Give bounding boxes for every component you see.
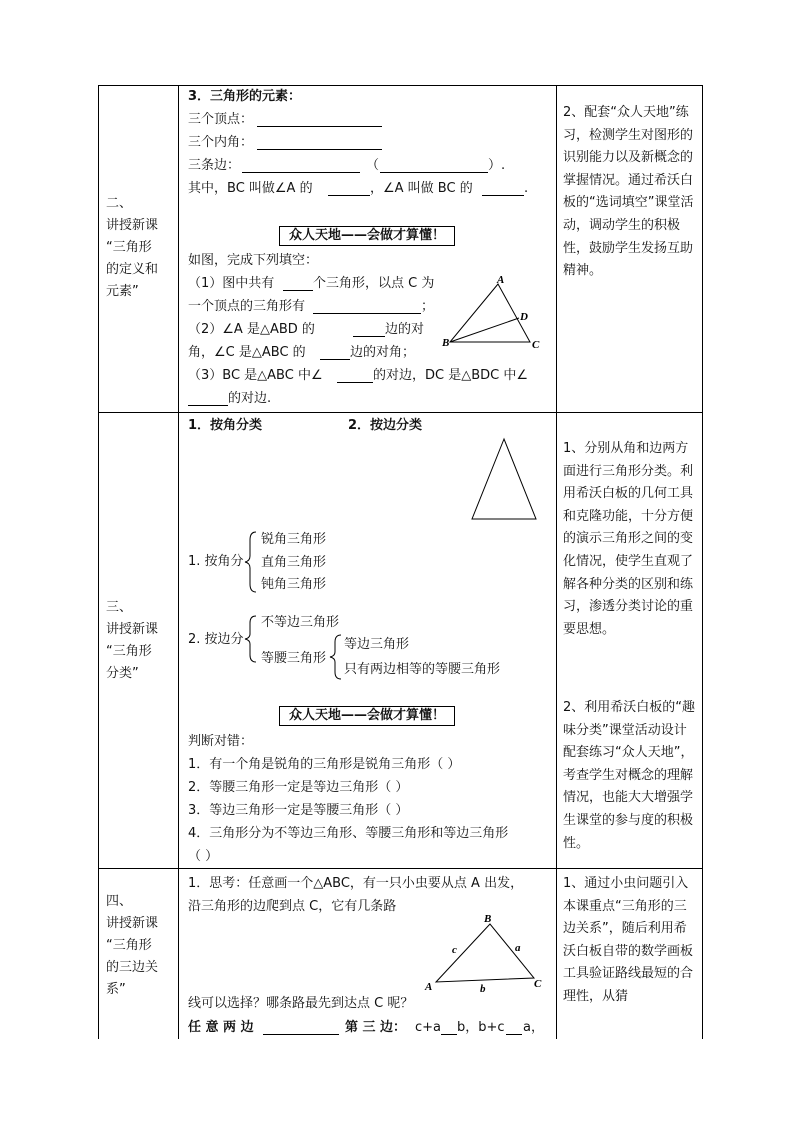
question2-blank1: [353, 336, 385, 337]
question1-part1: （1）图中共有: [188, 276, 275, 291]
teaching-notes-definition: 2、配套“众人天地”练习，检测学生对图形的识别能力以及新概念的掌握情况。通过希沃白板的“选词填空”课堂活动，调动学生的积极性，鼓励学生发扬互助精神。: [563, 105, 694, 279]
angle-brace: [244, 530, 258, 594]
bc-relation-blank1: [328, 195, 370, 196]
figure2-label-b: B: [484, 913, 492, 925]
classify-by-angle-heading: 1．按角分类: [188, 418, 263, 433]
question1-semicolon: ；: [421, 299, 435, 314]
question3-part2: 的对边，DC 是△BDC 中∠: [373, 368, 529, 383]
exercise-box-title-2: 众人天地——会做才算懂！: [279, 706, 455, 726]
table-border-left: [98, 85, 99, 1039]
triangle-abc-figure: [422, 910, 552, 994]
triangle-abd-figure: [440, 272, 550, 352]
figure1-label-a: A: [497, 274, 505, 286]
obtuse-triangle-item: 钝角三角形: [261, 577, 327, 592]
question3-part1: （3）BC 是△ABC 中∠: [188, 368, 323, 383]
row-divider-2: [98, 868, 703, 869]
think-question-line3: 线可以选择？哪条路最先到达点 C 呢？: [188, 996, 414, 1011]
any-two-sides-label: 任 意 两 边: [188, 1020, 254, 1035]
acute-triangle-item: 锐角三角形: [261, 532, 327, 547]
scalene-triangle-item: 不等边三角形: [261, 615, 340, 630]
inequality-blank-2: [506, 1034, 522, 1035]
two-sides-blank: [263, 1034, 339, 1035]
sides-paren-close: ）.: [488, 158, 506, 173]
exercise-intro: 如图，完成下列填空：: [188, 253, 319, 268]
question1-blank2: [313, 313, 421, 314]
judge-item-2: 2．等腰三角形一定是等边三角形（ ）: [188, 780, 409, 795]
question1-part3: 一个顶点的三角形有: [188, 299, 306, 314]
isosceles-triangle-item: 等腰三角形: [261, 651, 327, 666]
teaching-notes-classification-1: 1、分别从角和边两方面进行三角形分类。利用希沃白板的几何工具和克隆功能，十分方便的演示三角形之间的变化情况，使学生直观了解各种分类的区别和练习，渗透分类讨论的重要思想。: [563, 441, 694, 637]
question2-blank2: [320, 359, 350, 360]
sides-blank: [242, 172, 360, 173]
judge-heading: 判断对错：: [188, 734, 254, 749]
row-divider-1: [98, 412, 703, 413]
judge-item-4-answer: （ ）: [188, 849, 219, 864]
side-brace: [244, 614, 258, 664]
think-question-line2: 沿三角形的边爬到点 C，它有几条路: [188, 899, 397, 914]
question2-part3: 角，∠C 是△ABC 的: [188, 345, 306, 360]
exercise-box-title: 众人天地——会做才算懂！: [279, 226, 455, 246]
bc-relation-period: .: [524, 181, 529, 196]
teaching-notes-three-sides: 1、通过小虫问题引入本课重点“三角形的三边关系”，随后利用希沃白板自带的数学画板工具验证路线最短的合理性，从猜: [563, 876, 694, 1004]
bc-relation-part1: 其中，BC 叫做∠A 的: [188, 181, 313, 196]
figure2-side-b: b: [480, 983, 486, 994]
figure2-label-a-vertex: A: [425, 981, 433, 993]
inequality-a: a，: [523, 1020, 544, 1035]
inequality-blank-1: [441, 1034, 457, 1035]
judge-item-1: 1．有一个角是锐角的三角形是锐角三角形（ ）: [188, 757, 461, 772]
inequality-ca: c+a: [415, 1020, 442, 1035]
sides-label: 三条边：: [188, 158, 241, 173]
by-side-label: 2. 按边分: [188, 632, 244, 647]
bc-relation-part2: ，∠A 叫做 BC 的: [370, 181, 473, 196]
vertices-label: 三个顶点：: [188, 112, 254, 127]
stage-label-classification: 三、 讲授新课 “三角形 分类”: [106, 600, 159, 681]
table-divider-2: [556, 85, 557, 1039]
table-divider-1: [178, 85, 179, 1039]
teaching-notes-classification-2: 2、利用希沃白板的“趣味分类”课堂活动设计配套练习“众人天地”，考查学生对概念的理解情况，也能大大增强学生课堂的参与度的积极性。: [563, 700, 696, 851]
figure2-label-c-vertex: C: [534, 978, 542, 990]
equilateral-triangle-item: 等边三角形: [344, 637, 410, 652]
stage-label-definition: 二、 讲授新课 “三角形 的定义和 元素”: [106, 196, 159, 299]
isosceles-brace: [329, 633, 343, 681]
bc-relation-blank2: [482, 195, 524, 196]
vertices-blank: [257, 126, 382, 127]
think-question-line1: 1．思考：任意画一个△ABC，有一只小虫要从点 A 出发，: [188, 876, 524, 891]
inequality-b-bc: b，b+c: [457, 1020, 505, 1035]
judge-item-4: 4．三角形分为不等边三角形、等腰三角形和等边三角形: [188, 826, 509, 841]
question2-part1: （2）∠A 是△ABD 的: [188, 322, 315, 337]
by-angle-label: 1. 按角分: [188, 554, 244, 569]
table-border-right: [702, 85, 703, 1039]
question1-part2: 个三角形，以点 C 为: [313, 276, 435, 291]
figure2-side-a: a: [515, 942, 521, 954]
figure1-label-d: D: [520, 311, 528, 323]
figure2-side-c: c: [452, 944, 457, 956]
figure1-label-c: C: [532, 339, 540, 351]
judge-item-3: 3．等边三角形一定是等腰三角形（ ）: [188, 803, 409, 818]
sides-paren-open: （: [366, 158, 380, 173]
question3-blank2: [188, 405, 228, 406]
table-border-top: [98, 85, 703, 86]
equilateral-triangle-figure: [468, 433, 542, 523]
elements-heading: 3．三角形的元素：: [188, 89, 302, 104]
figure1-label-b: B: [442, 337, 450, 349]
third-side-label: 第 三 边：: [345, 1020, 407, 1035]
stage-label-three-sides: 四、 讲授新课 “三角形 的三边关 系”: [106, 894, 159, 997]
question3-part3: 的对边.: [228, 391, 272, 406]
angles-blank: [257, 149, 382, 150]
sides-paren-blank: [380, 172, 488, 173]
two-equal-sides-item: 只有两边相等的等腰三角形: [344, 662, 501, 677]
right-triangle-item: 直角三角形: [261, 555, 327, 570]
question1-blank1: [283, 290, 313, 291]
angles-label: 三个内角：: [188, 135, 254, 150]
question2-part2: 边的对: [385, 322, 425, 337]
question3-blank1: [337, 382, 373, 383]
classify-by-side-heading: 2．按边分类: [348, 418, 423, 433]
question2-part4: 边的对角；: [350, 345, 416, 360]
